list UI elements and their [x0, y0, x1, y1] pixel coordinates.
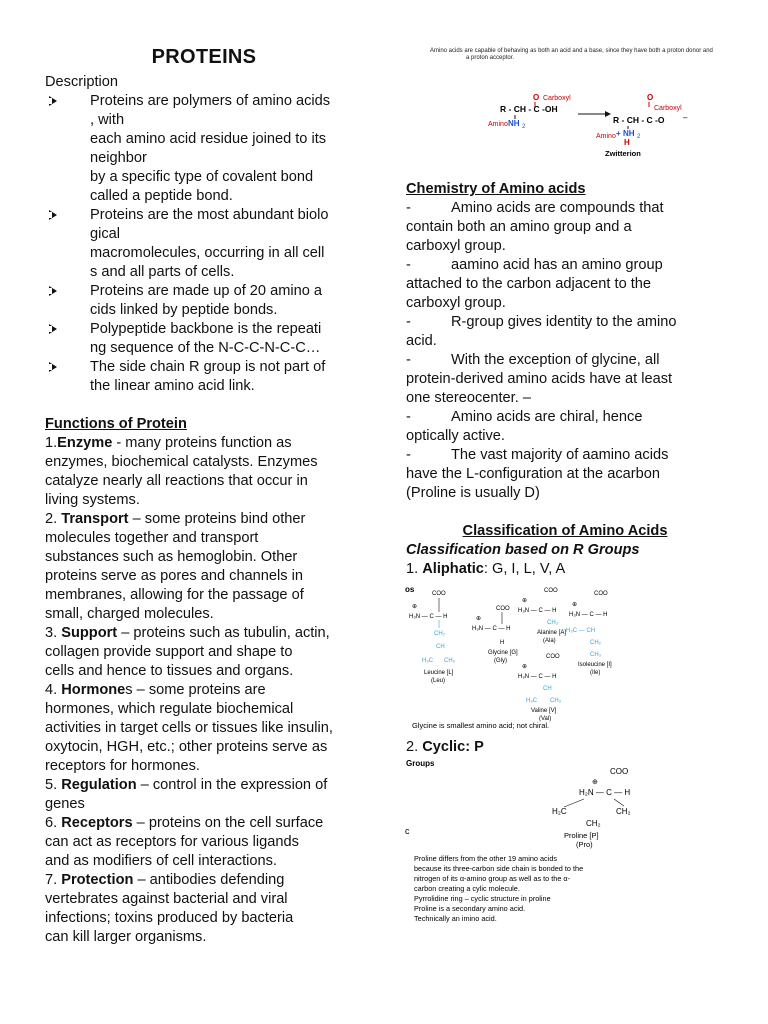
svg-text:H₃N — C — H: H₃N — C — H	[409, 614, 448, 620]
svg-text:H₃C: H₃C	[422, 658, 434, 664]
svg-text:NH: NH	[623, 129, 635, 138]
svg-text:⊕: ⊕	[522, 598, 528, 604]
right-column	[406, 180, 724, 579]
proline-figure	[404, 756, 724, 936]
svg-text:Groups: Groups	[406, 759, 435, 768]
svg-text:CH: CH	[543, 686, 552, 692]
svg-text:⊕: ⊕	[522, 664, 528, 670]
svg-text:CH₃: CH₃	[444, 658, 456, 664]
function-item: 7. Protection – antibodies defending vertebrates against bacterial and viral infections; toxins produced by bacteria can kill larger organisms.	[45, 872, 294, 945]
svg-text:COO: COO	[546, 654, 560, 660]
svg-text:⊕: ⊕	[592, 779, 598, 786]
svg-text:COO: COO	[594, 591, 608, 597]
svg-text:(Leu): (Leu)	[431, 678, 446, 684]
svg-text:COO: COO	[544, 588, 558, 594]
svg-text:+: +	[616, 129, 621, 138]
svg-text:H₂C: H₂C	[552, 807, 567, 816]
svg-text:CH₃: CH₃	[550, 698, 562, 704]
bullet-item: Proteins are polymers of amino acids , with each amino acid residue joined to its neighbor by a specific type of covalent bond called a peptide bond.	[90, 93, 331, 204]
svg-text:–: –	[683, 113, 688, 122]
svg-text:(Val): (Val)	[539, 716, 552, 722]
svg-text:NH: NH	[508, 119, 520, 128]
function-item: 4. Hormones – some proteins are hormones, which regulate biochemical activities in target cells or tissues like insulin, oxytocin, HGH, etc.; other proteins serve as receptors for hormones.	[45, 682, 333, 774]
classification-subheading: Classification based on R Groups	[406, 542, 640, 558]
svg-text:Leucine [L]: Leucine [L]	[424, 670, 454, 676]
svg-text:H₃N — C — H: H₃N — C — H	[472, 626, 511, 632]
isoleucine-structure	[566, 591, 612, 676]
bullet-list	[45, 92, 363, 396]
svg-text:COO: COO	[496, 606, 510, 612]
left-column	[45, 48, 363, 947]
classification-heading: Classification of Amino Acids	[462, 523, 668, 539]
svg-text:2: 2	[522, 124, 526, 130]
svg-text:⊕: ⊕	[572, 602, 578, 608]
svg-text:H₃N — C — H: H₃N — C — H	[569, 612, 608, 618]
svg-text:H: H	[500, 640, 505, 646]
aliphatic-structures	[404, 582, 724, 730]
aliphatic-diagram	[404, 582, 724, 730]
svg-text:Isoleucine [I]: Isoleucine [I]	[578, 662, 612, 668]
zwitterion-caption: Amino acids are capable of behaving as both an acid and a base, since they have both a proton donor and a proton acceptor.	[430, 48, 713, 61]
svg-text:H₃C: H₃C	[526, 698, 538, 704]
leucine-structure	[409, 591, 456, 684]
chemistry-item: - aamino acid has an amino group attached to the carbon adjacent to the carboxyl group.	[406, 257, 663, 311]
svg-text:⊕: ⊕	[476, 616, 482, 622]
chemistry-item: - Amino acids are compounds that contain both an amino group and a carboxyl group.	[406, 200, 664, 254]
page-title: PROTEINS	[151, 46, 257, 68]
svg-text:H₃C — CH: H₃C — CH	[566, 628, 596, 634]
svg-text:2: 2	[637, 134, 641, 140]
function-item: 2. Transport – some proteins bind other molecules together and transport substances such as hemoglobin. Other proteins serve as pores and channels in membranes, allowing for the passage of small, charged molecules.	[45, 511, 306, 622]
svg-text:carbon creating a cylic molecu: carbon creating a cylic molecule.	[414, 884, 520, 893]
svg-text:Glycine [G]: Glycine [G]	[488, 650, 518, 656]
svg-text:COO: COO	[610, 767, 629, 776]
bullet-item: Proteins are the most abundant biolo gical macromolecules, occurring in all cell s and all parts of cells.	[90, 207, 329, 280]
svg-text:Zwitterion: Zwitterion	[605, 149, 641, 158]
svg-text:CH: CH	[436, 644, 445, 650]
chemistry-item: - R-group gives identity to the amino acid.	[406, 314, 677, 349]
cyclic-label: 2. Cyclic: P	[406, 739, 484, 755]
svg-text:CH₃: CH₃	[547, 620, 559, 626]
svg-text:Alanine [A]: Alanine [A]	[537, 630, 567, 636]
svg-text:c: c	[405, 826, 410, 836]
svg-text:COO: COO	[432, 591, 446, 597]
chemistry-item: - The vast majority of aamino acids have the L-configuration at the acarbon (Proline is usually D)	[406, 447, 669, 501]
svg-text:Pyrrolidine ring – cyclic stru: Pyrrolidine ring – cyclic structure in proline	[414, 894, 551, 903]
description-label: Description	[45, 74, 118, 90]
proline-diagram	[404, 756, 724, 936]
glycine-structure	[472, 606, 518, 664]
svg-text:Proline differs from the other: Proline differs from the other 19 amino acids	[414, 854, 558, 863]
chemistry-item: - With the exception of glycine, all protein-derived amino acids have at least one stereocenter. –	[406, 352, 673, 406]
zwitterion-figure	[420, 46, 720, 166]
svg-text:CH₂: CH₂	[586, 819, 601, 828]
svg-text:CH₂: CH₂	[590, 640, 601, 646]
function-item: 6. Receptors – proteins on the cell surface can act as receptors for various ligands and as modifiers of cell interactions.	[45, 815, 324, 869]
svg-text:H: H	[624, 138, 630, 147]
svg-text:(Gly): (Gly)	[494, 658, 507, 664]
svg-text:because its three-carbon side: because its three-carbon side chain is bonded to the	[414, 864, 584, 873]
svg-text:Technically an imino acid.: Technically an imino acid.	[414, 914, 497, 923]
svg-text:CH₂: CH₂	[434, 631, 445, 637]
function-item: 3. Support – proteins such as tubulin, actin, collagen provide support and shape to cells and hence to tissues and organs.	[45, 625, 330, 679]
svg-text:R - CH - C -OH: R - CH - C -OH	[500, 104, 558, 114]
function-item: 5. Regulation – control in the expression of genes	[45, 777, 328, 812]
svg-text:Amino: Amino	[488, 121, 508, 128]
glycine-note: Glycine is smallest amino acid; not chiral.	[412, 721, 550, 730]
svg-text:H₃N — C — H: H₃N — C — H	[518, 608, 557, 614]
svg-text:O: O	[533, 93, 540, 102]
svg-text:(Ile): (Ile)	[590, 670, 601, 676]
svg-text:nitrogen of its α-amino group: nitrogen of its α-amino group as well as to the α-	[414, 874, 571, 883]
function-item: 1.Enzyme - many proteins function as enzymes, biochemical catalysts. Enzymes catalyze nearly all reactions that occur in living systems.	[45, 435, 318, 508]
functions-heading: Functions of Protein	[45, 416, 187, 432]
svg-text:R - CH - C -O: R - CH - C -O	[613, 115, 665, 125]
chemistry-heading: Chemistry of Amino acids	[406, 181, 586, 197]
svg-text:O: O	[647, 93, 654, 102]
svg-text:Proline [P]: Proline [P]	[564, 831, 599, 840]
svg-text:Amino: Amino	[596, 133, 616, 140]
svg-text:⊕: ⊕	[412, 604, 418, 610]
valine-structure	[518, 654, 562, 722]
svg-text:Carboxyl: Carboxyl	[654, 105, 682, 112]
svg-text:(Pro): (Pro)	[576, 840, 593, 849]
svg-text:(Ala): (Ala)	[543, 638, 556, 644]
bullet-item: Proteins are made up of 20 amino a cids linked by peptide bonds.	[90, 283, 323, 318]
chemistry-item: - Amino acids are chiral, hence optically active.	[406, 409, 643, 444]
svg-text:CH₃: CH₃	[590, 652, 602, 658]
alanine-structure	[518, 588, 566, 644]
bullet-item: Polypeptide backbone is the repeati ng sequence of the N-C-C-N-C-C…	[90, 321, 322, 356]
zwitterion-diagram	[420, 46, 720, 166]
svg-text:Carboxyl: Carboxyl	[543, 95, 571, 102]
svg-text:H₃N — C — H: H₃N — C — H	[518, 674, 557, 680]
bullet-item: The side chain R group is not part of the linear amino acid link.	[90, 359, 326, 394]
functions-list	[45, 434, 363, 947]
svg-text:H₂N — C — H: H₂N — C — H	[579, 788, 631, 797]
aliphatic-label: 1. Aliphatic: G, I, L, V, A	[406, 561, 566, 577]
svg-text:Valine [V]: Valine [V]	[531, 708, 557, 714]
svg-text:CH₂: CH₂	[616, 807, 631, 816]
svg-text:Proline is a secondary amino a: Proline is a secondary amino acid.	[414, 904, 526, 913]
svg-text:os: os	[405, 585, 415, 594]
